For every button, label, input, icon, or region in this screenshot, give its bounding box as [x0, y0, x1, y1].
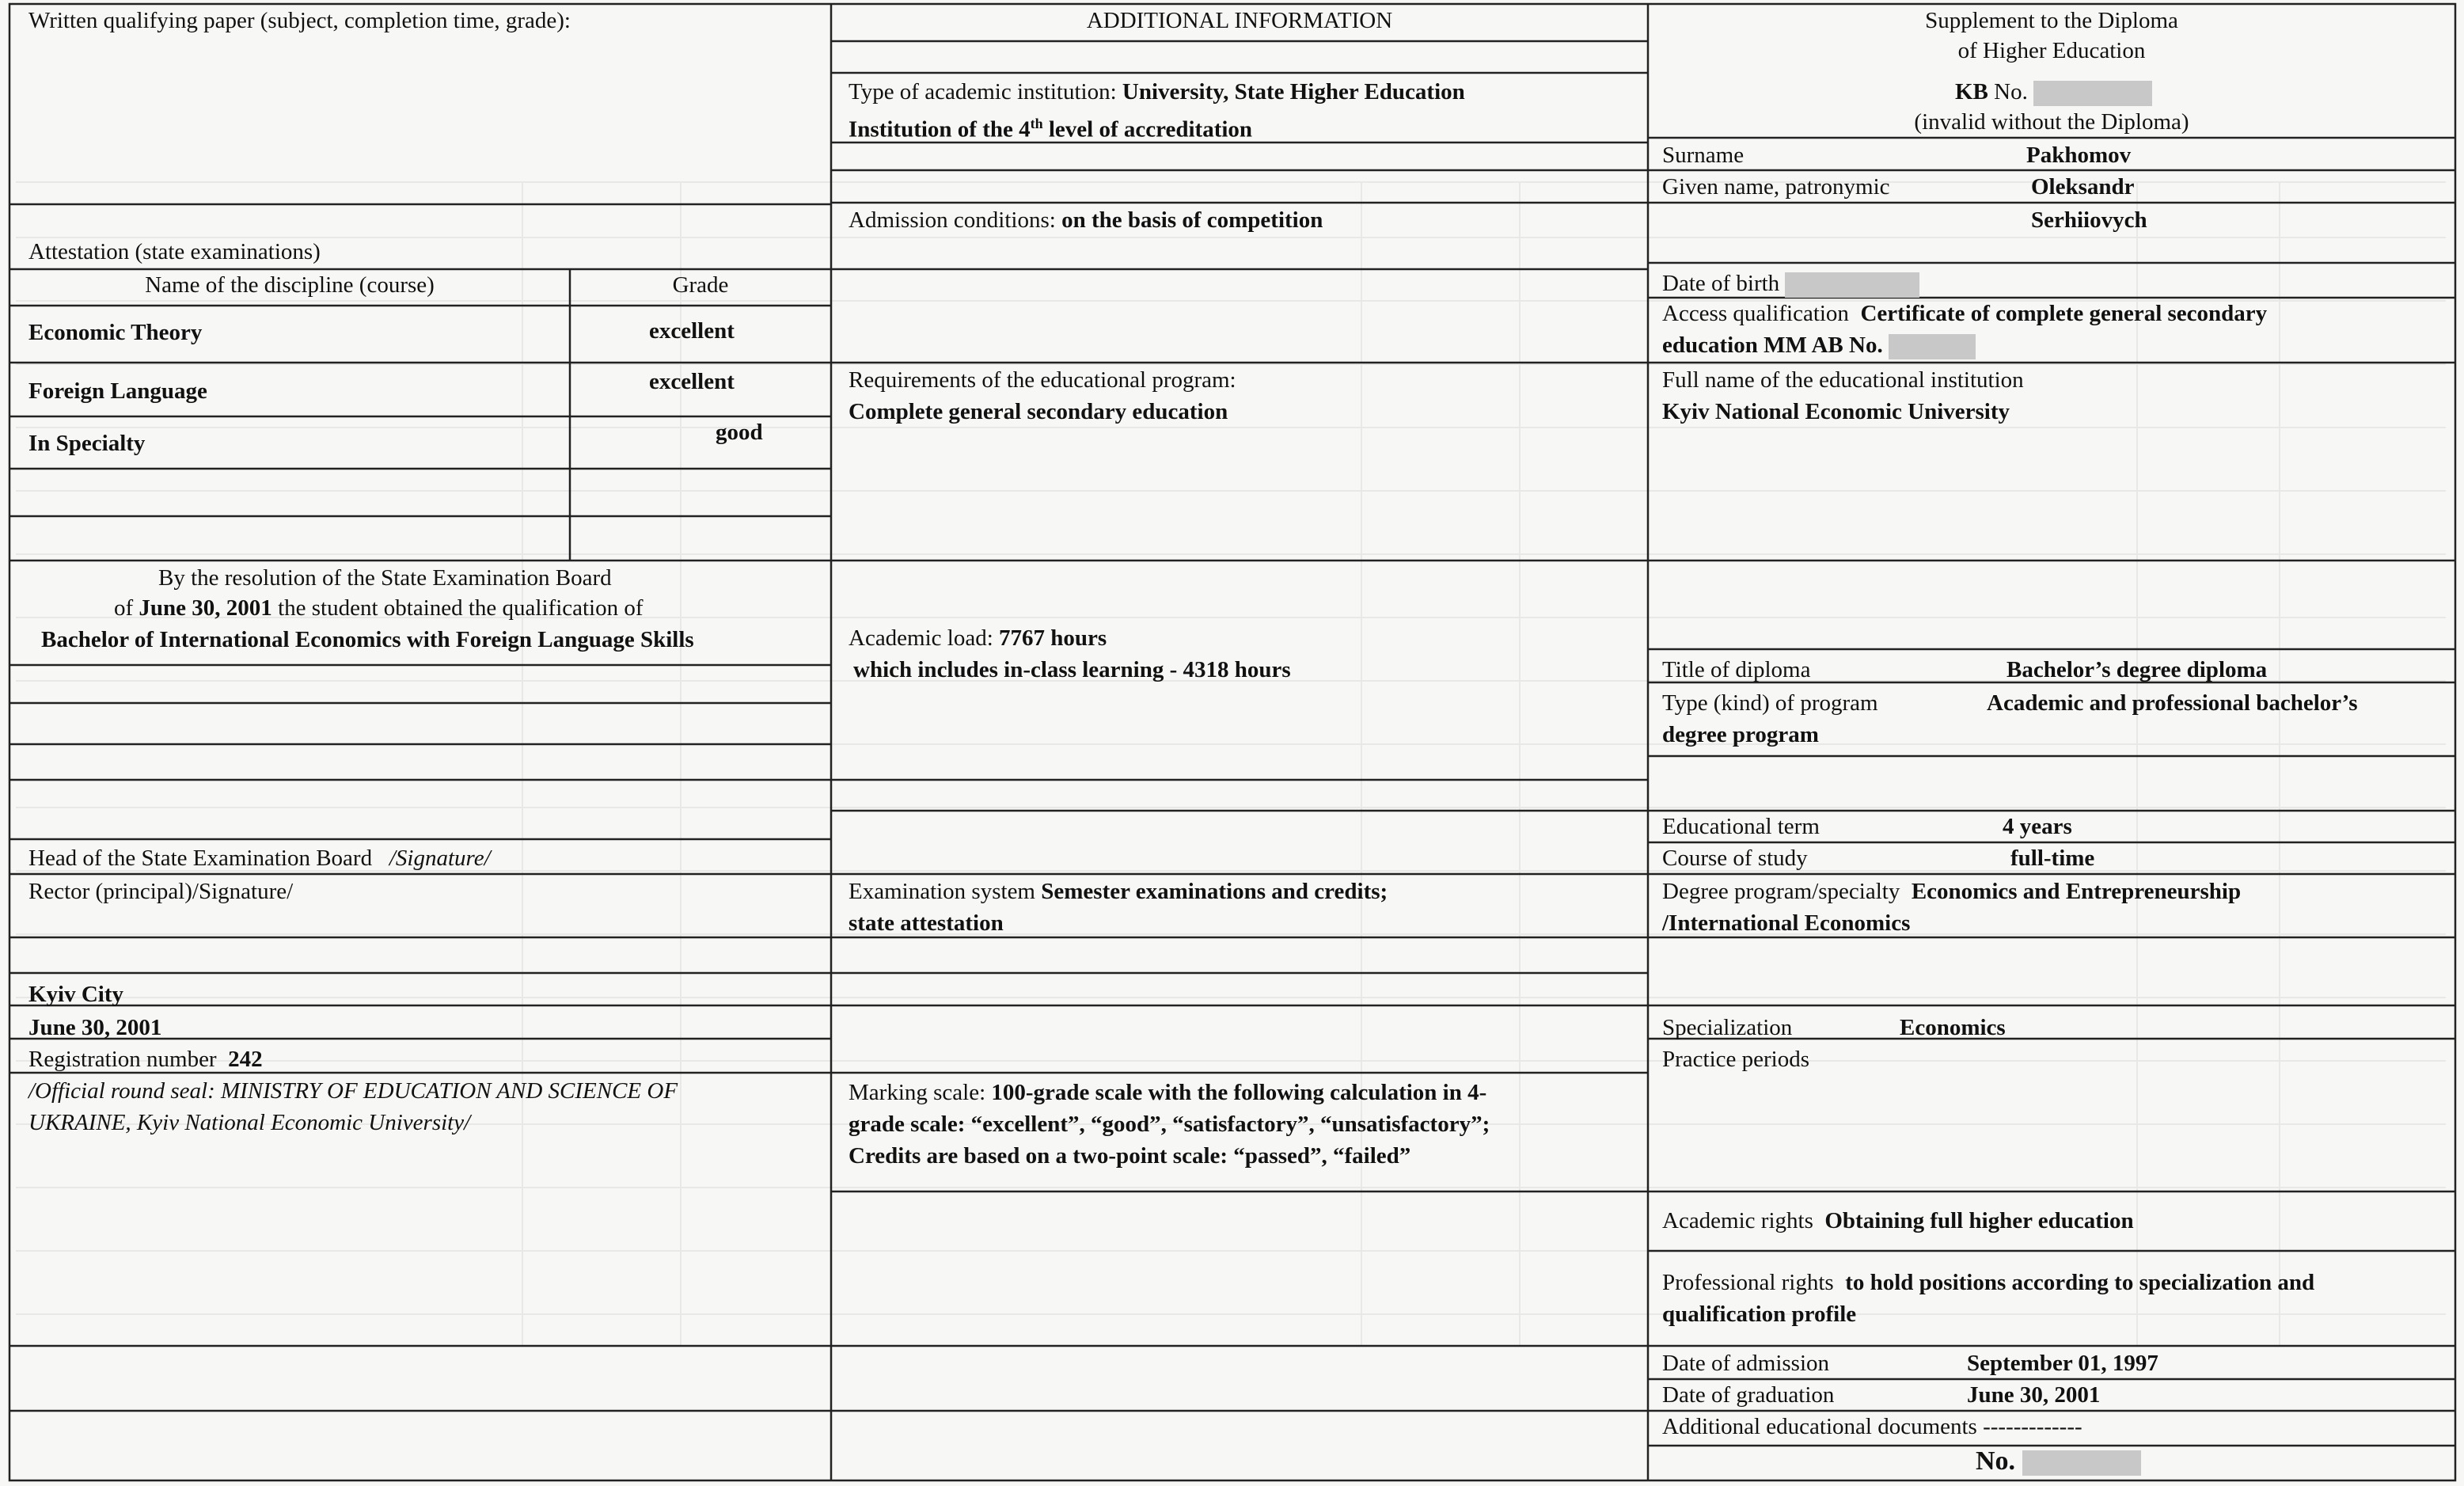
exam-grade: excellent [649, 318, 735, 344]
admission-date-label: Date of admission [1662, 1351, 1830, 1376]
course-value: full-time [2010, 846, 2095, 871]
specialization-label: Specialization [1662, 1015, 1793, 1040]
invalid-note: (invalid without the Diploma) [1914, 109, 2189, 135]
issue-date: June 30, 2001 [28, 1015, 162, 1040]
resolution-line2: of June 30, 2001 the student obtained the qualification of [114, 595, 644, 621]
admission-conditions: Admission conditions: on the basis of competition [849, 207, 1323, 233]
exam-grade: good [716, 420, 763, 445]
redacted-block [1889, 334, 1976, 359]
redacted-block [2033, 81, 2152, 106]
marking-scale-line2: grade scale: “excellent”, “good”, “satisfactory”, “unsatisfactory”; [849, 1112, 1490, 1137]
supplement-title2: of Higher Education [1957, 38, 2146, 63]
discipline-header: Name of the discipline (course) [145, 272, 435, 298]
redacted-block [2022, 1450, 2141, 1476]
seal-line1: /Official round seal: MINISTRY OF EDUCATION AND SCIENCE OF [28, 1078, 678, 1104]
institution-name-label: Full name of the educational institution [1662, 367, 2024, 393]
patronymic-value: Serhiiovych [2031, 207, 2147, 233]
exam-discipline: In Specialty [28, 431, 146, 456]
additional-docs-label: Additional educational documents ------------- [1662, 1414, 2082, 1439]
written-paper-label: Written qualifying paper (subject, completion time, grade): [28, 8, 571, 33]
given-name-value: Oleksandr [2031, 174, 2135, 200]
title-diploma-value: Bachelor’s degree diploma [2007, 657, 2268, 682]
program-type-value2: degree program [1662, 722, 1819, 747]
degree-line2: /International Economics [1662, 910, 1911, 936]
graduation-date-label: Date of graduation [1662, 1382, 1835, 1408]
professional-rights-line2: qualification profile [1662, 1302, 1857, 1327]
program-type-value: Academic and professional bachelor’s [1987, 690, 2358, 716]
access-line1: Access qualification Certificate of complete general secondary [1662, 301, 2268, 326]
admission-date-value: September 01, 1997 [1967, 1351, 2158, 1376]
kb-number-line: KB No. [1955, 76, 2152, 108]
academic-load-line2: which includes in-class learning - 4318 hours [853, 657, 1291, 682]
grade-header: Grade [672, 272, 729, 298]
institution-name-value: Kyiv National Economic University [1662, 399, 2010, 424]
resolution-line1: By the resolution of the State Examination Board [158, 565, 612, 591]
marking-scale-line3: Credits are based on a two-point scale: “passed”, “failed” [849, 1143, 1411, 1169]
exam-grade: excellent [649, 369, 735, 394]
surname-value: Pakhomov [2026, 143, 2132, 168]
practice-label: Practice periods [1662, 1047, 1810, 1072]
degree-line1: Degree program/specialty Economics and Entrepreneurship [1662, 879, 2242, 904]
seal-line2: UKRAINE, Kyiv National Economic University/ [28, 1110, 471, 1135]
supplement-title1: Supplement to the Diploma [1925, 8, 2178, 33]
course-label: Course of study [1662, 846, 1808, 871]
requirements-label: Requirements of the educational program: [849, 367, 1236, 393]
head-board-line: Head of the State Examination Board /Signature/ [28, 846, 491, 871]
graduation-date-value: June 30, 2001 [1967, 1382, 2101, 1408]
academic-rights-line: Academic rights Obtaining full higher education [1662, 1208, 2134, 1233]
exam-discipline: Foreign Language [28, 378, 207, 404]
attestation-label: Attestation (state examinations) [28, 239, 321, 264]
dob-line: Date of birth [1662, 268, 1919, 299]
program-type-label: Type (kind) of program [1662, 690, 1878, 716]
exam-system-line2: state attestation [849, 910, 1004, 936]
exam-discipline: Economic Theory [28, 320, 203, 345]
surname-label: Surname [1662, 143, 1745, 168]
institution-type-line1: Type of academic institution: University, State Higher Education [849, 79, 1465, 105]
qualification-title: Bachelor of International Economics with Foreign Language Skills [41, 627, 694, 652]
redacted-block [1785, 272, 1919, 298]
final-number-line: No. [1976, 1446, 2141, 1477]
academic-load-line1: Academic load: 7767 hours [849, 625, 1107, 651]
title-diploma-label: Title of diploma [1662, 657, 1811, 682]
given-name-label: Given name, patronymic [1662, 174, 1890, 200]
additional-info-header: ADDITIONAL INFORMATION [1086, 8, 1393, 33]
rector-line: Rector (principal)/Signature/ [28, 879, 294, 904]
professional-rights-line1: Professional rights to hold positions according to specialization and [1662, 1270, 2315, 1295]
access-line2: education MM AB No. [1662, 329, 1976, 361]
city: Kyiv City [28, 982, 124, 1007]
exam-system-line1: Examination system Semester examinations and credits; [849, 879, 1388, 904]
term-value: 4 years [2003, 814, 2072, 839]
registration-line: Registration number 242 [28, 1047, 263, 1072]
institution-type-line2: Institution of the 4th level of accreditation [849, 116, 1253, 143]
term-label: Educational term [1662, 814, 1820, 839]
requirements-value: Complete general secondary education [849, 399, 1228, 424]
marking-scale-line1: Marking scale: 100-grade scale with the following calculation in 4- [849, 1080, 1487, 1105]
specialization-value: Economics [1900, 1015, 2006, 1040]
